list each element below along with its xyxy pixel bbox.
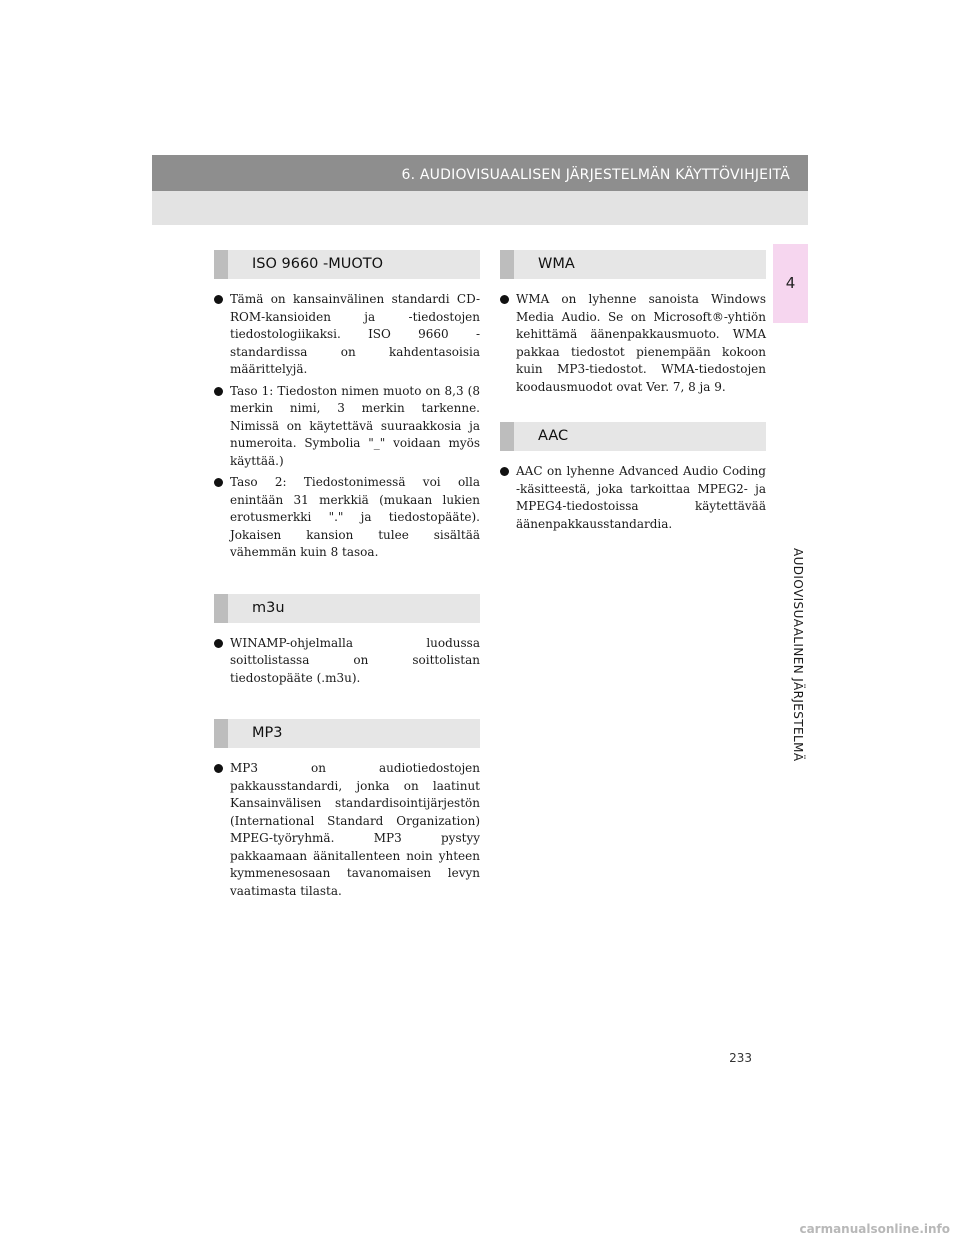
section-marker bbox=[214, 719, 228, 748]
list-item-text: AAC on lyhenne Advanced Audio Coding -käsitteestä, joka tarkoittaa MPEG2- ja MPEG4-tiedostoissa käytettävää äänenpakkausstandardia. bbox=[516, 464, 766, 531]
list-item bbox=[214, 383, 480, 471]
side-tab-label: AUDIOVISUAALINEN JÄRJESTELMÄ bbox=[791, 548, 805, 762]
section-header-m3u bbox=[214, 594, 480, 623]
bullet-icon bbox=[214, 295, 223, 304]
list-item bbox=[214, 474, 480, 562]
right-column bbox=[500, 250, 766, 537]
section-title: WMA bbox=[538, 256, 575, 272]
section-marker bbox=[500, 422, 514, 451]
section-header-wma bbox=[500, 250, 766, 279]
bullet-icon bbox=[214, 478, 223, 487]
list-item-text: Tämä on kansainvälinen standardi CD-ROM-kansioiden ja -tiedostojen tiedostologiikaksi. ISO 9660 -standardissa on kahdentasoisia määrittelyjä. bbox=[230, 292, 480, 376]
chapter-title: 6. AUDIOVISUAALISEN JÄRJESTELMÄN KÄYTTÖVIHJEITÄ bbox=[401, 167, 790, 183]
list-item-text: WMA on lyhenne sanoista Windows Media Audio. Se on Microsoft®-yhtiön kehittämä äänenpakkausmuoto. WMA pakkaa tiedostot pienempään kokoon kuin MP3-tiedostot. WMA-tiedostojen koodausmuodot ovat Ver. 7, 8 ja 9. bbox=[516, 292, 766, 394]
bullet-icon bbox=[214, 764, 223, 773]
section-marker bbox=[214, 594, 228, 623]
header-underband bbox=[152, 191, 808, 225]
list-item bbox=[214, 291, 480, 379]
list-item-text: Taso 1: Tiedoston nimen muoto on 8,3 (8 merkin nimi, 3 merkin tarkenne. Nimissä on käytettävä suuraakkosia ja numeroita. Symbolia "_" voidaan myös käyttää.) bbox=[230, 383, 480, 468]
section-marker bbox=[214, 250, 228, 279]
section-header-iso bbox=[214, 250, 480, 279]
bullet-icon bbox=[214, 639, 223, 648]
bullet-icon bbox=[500, 295, 509, 304]
section-title: m3u bbox=[252, 599, 285, 616]
section-header-aac bbox=[500, 422, 766, 451]
list-item bbox=[214, 760, 480, 900]
list-item-text: WINAMP-ohjelmalla luodussa soittolistassa on soittolistan tiedostopääte (.m3u). bbox=[230, 635, 480, 685]
bullet-icon bbox=[500, 467, 509, 476]
left-column bbox=[214, 250, 480, 904]
watermark: carmanualsonline.info bbox=[799, 1222, 950, 1236]
section-header-mp3 bbox=[214, 719, 480, 748]
list-item-text: MP3 on audiotiedostojen pakkausstandardi, jonka on laatinut Kansainvälisen standardisointijärjestön (International Standard Organization) MPEG-työryhmä. MP3 pystyy pakkaamaan äänitallenteen noin yhteen kymmenesosaan tavanomaisen levyn vaatimasta tilasta. bbox=[230, 761, 480, 898]
page-number: 233 bbox=[729, 1051, 752, 1065]
side-tab-number: 4 bbox=[773, 244, 808, 323]
section-title: MP3 bbox=[252, 725, 283, 741]
section-marker bbox=[500, 250, 514, 279]
list-item bbox=[214, 635, 480, 688]
section-title: AAC bbox=[538, 428, 569, 444]
list-item bbox=[500, 463, 766, 533]
list-item bbox=[500, 291, 766, 396]
section-title: ISO 9660 -MUOTO bbox=[252, 256, 384, 272]
list-item-text: Taso 2: Tiedostonimessä voi olla enintään 31 merkkiä (mukaan lukien erotusmerkki "." ja tiedostopääte). Jokaisen kansion tulee sisältää vähemmän kuin 8 tasoa. bbox=[230, 475, 480, 559]
bullet-icon bbox=[214, 387, 223, 396]
chapter-header bbox=[152, 155, 808, 191]
